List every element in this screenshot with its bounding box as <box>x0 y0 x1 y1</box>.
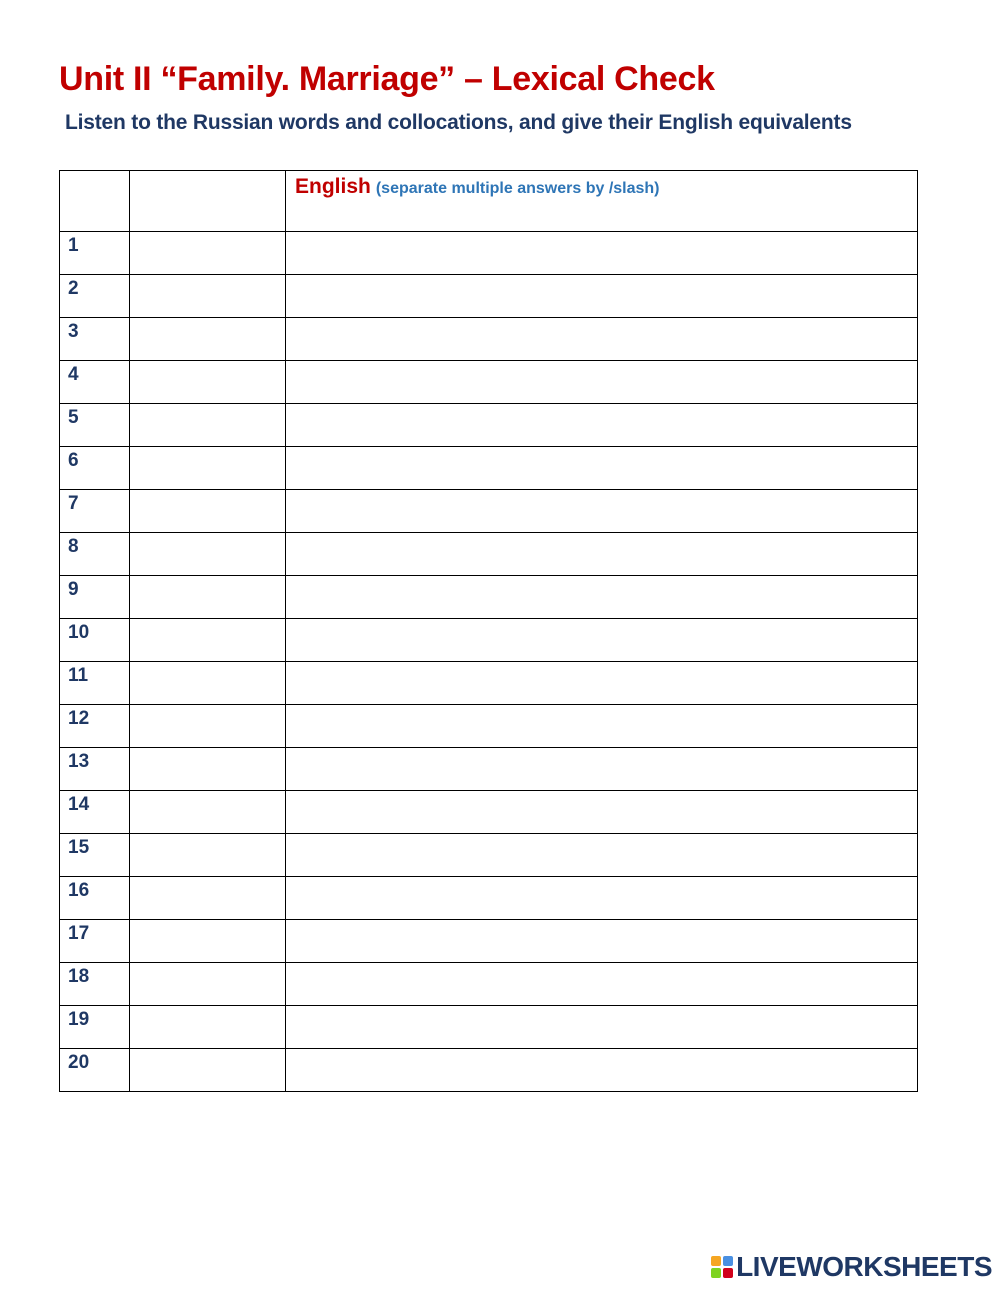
english-answer-field[interactable] <box>286 920 918 963</box>
russian-answer-cell[interactable] <box>130 275 286 318</box>
table-row <box>60 748 918 791</box>
row-number: 4 <box>68 364 79 385</box>
row-number: 12 <box>68 708 90 729</box>
row-number-cell <box>60 834 130 877</box>
row-number-cell <box>60 748 130 791</box>
row-number: 6 <box>68 450 79 471</box>
header-cell-russian <box>130 171 286 232</box>
russian-answer-cell[interactable] <box>130 834 286 877</box>
english-answer-field[interactable] <box>286 1049 918 1092</box>
english-answer-field[interactable] <box>286 447 918 490</box>
row-number: 7 <box>68 493 79 514</box>
table-row <box>60 275 918 318</box>
english-answer-field[interactable] <box>286 232 918 275</box>
english-answer-field[interactable] <box>286 576 918 619</box>
russian-answer-cell[interactable] <box>130 877 286 920</box>
page-title: Unit II “Family. Marriage” – Lexical Check <box>59 60 715 98</box>
row-number-cell <box>60 662 130 705</box>
liveworksheets-brand <box>711 1251 992 1283</box>
row-number-cell <box>60 1006 130 1049</box>
brand-name: LIVEWORKSHEETS <box>736 1251 992 1282</box>
english-answer-field[interactable] <box>286 533 918 576</box>
english-answer-field[interactable] <box>286 963 918 1006</box>
row-number: 18 <box>68 966 90 987</box>
russian-answer-cell[interactable] <box>130 748 286 791</box>
row-number-cell <box>60 1049 130 1092</box>
row-number-cell <box>60 576 130 619</box>
english-column-label: English <box>295 175 371 198</box>
table-header-row <box>60 171 918 232</box>
russian-answer-cell[interactable] <box>130 576 286 619</box>
russian-answer-cell[interactable] <box>130 619 286 662</box>
header-cell-number <box>60 171 130 232</box>
russian-answer-cell[interactable] <box>130 1006 286 1049</box>
table-row <box>60 576 918 619</box>
row-number-cell <box>60 404 130 447</box>
russian-answer-cell[interactable] <box>130 920 286 963</box>
row-number: 11 <box>68 665 89 686</box>
table-row <box>60 834 918 877</box>
russian-answer-cell[interactable] <box>130 1049 286 1092</box>
row-number-cell <box>60 232 130 275</box>
table-row <box>60 318 918 361</box>
table-row <box>60 1006 918 1049</box>
russian-answer-cell[interactable] <box>130 533 286 576</box>
liveworksheets-logo-icon <box>711 1256 733 1278</box>
english-answer-field[interactable] <box>286 791 918 834</box>
english-answer-field[interactable] <box>286 404 918 447</box>
english-column-note: (separate multiple answers by /slash) <box>375 180 660 197</box>
answer-table <box>59 170 918 1092</box>
row-number: 14 <box>68 794 90 815</box>
row-number-cell <box>60 447 130 490</box>
table-row <box>60 662 918 705</box>
row-number-cell <box>60 619 130 662</box>
row-number: 9 <box>68 579 79 600</box>
row-number-cell <box>60 318 130 361</box>
table-row <box>60 361 918 404</box>
row-number-cell <box>60 533 130 576</box>
row-number: 16 <box>68 880 90 901</box>
row-number: 19 <box>68 1009 90 1030</box>
table-row <box>60 791 918 834</box>
russian-answer-cell[interactable] <box>130 705 286 748</box>
english-answer-field[interactable] <box>286 877 918 920</box>
row-number: 3 <box>68 321 79 342</box>
row-number: 2 <box>68 278 79 299</box>
russian-answer-cell[interactable] <box>130 361 286 404</box>
row-number-cell <box>60 920 130 963</box>
english-answer-field[interactable] <box>286 748 918 791</box>
english-answer-field[interactable] <box>286 361 918 404</box>
english-answer-field[interactable] <box>286 275 918 318</box>
english-answer-field[interactable] <box>286 705 918 748</box>
table-row <box>60 877 918 920</box>
table-row <box>60 447 918 490</box>
russian-answer-cell[interactable] <box>130 963 286 1006</box>
row-number: 10 <box>68 622 90 643</box>
english-answer-field[interactable] <box>286 619 918 662</box>
row-number-cell <box>60 361 130 404</box>
table-row <box>60 963 918 1006</box>
row-number: 20 <box>68 1052 90 1073</box>
russian-answer-cell[interactable] <box>130 791 286 834</box>
table-row <box>60 533 918 576</box>
row-number-cell <box>60 877 130 920</box>
russian-answer-cell[interactable] <box>130 318 286 361</box>
table-row <box>60 1049 918 1092</box>
russian-answer-cell[interactable] <box>130 232 286 275</box>
row-number: 15 <box>68 837 90 858</box>
row-number-cell <box>60 963 130 1006</box>
row-number-cell <box>60 275 130 318</box>
row-number-cell <box>60 791 130 834</box>
table-row <box>60 619 918 662</box>
russian-answer-cell[interactable] <box>130 490 286 533</box>
russian-answer-cell[interactable] <box>130 404 286 447</box>
row-number-cell <box>60 490 130 533</box>
english-answer-field[interactable] <box>286 318 918 361</box>
table-row <box>60 404 918 447</box>
row-number: 17 <box>68 923 90 944</box>
russian-answer-cell[interactable] <box>130 447 286 490</box>
table-row <box>60 705 918 748</box>
row-number: 5 <box>68 407 79 428</box>
english-answer-field[interactable] <box>286 662 918 705</box>
english-answer-field[interactable] <box>286 834 918 877</box>
instructions: Listen to the Russian words and collocations, and give their English equivalents <box>65 111 852 134</box>
english-answer-field[interactable] <box>286 1006 918 1049</box>
row-number: 1 <box>68 235 79 256</box>
table-row <box>60 232 918 275</box>
row-number-cell <box>60 705 130 748</box>
russian-answer-cell[interactable] <box>130 662 286 705</box>
header-cell-english <box>286 171 918 232</box>
english-answer-field[interactable] <box>286 490 918 533</box>
table-row <box>60 490 918 533</box>
table-row <box>60 920 918 963</box>
row-number: 13 <box>68 751 90 772</box>
row-number: 8 <box>68 536 79 557</box>
